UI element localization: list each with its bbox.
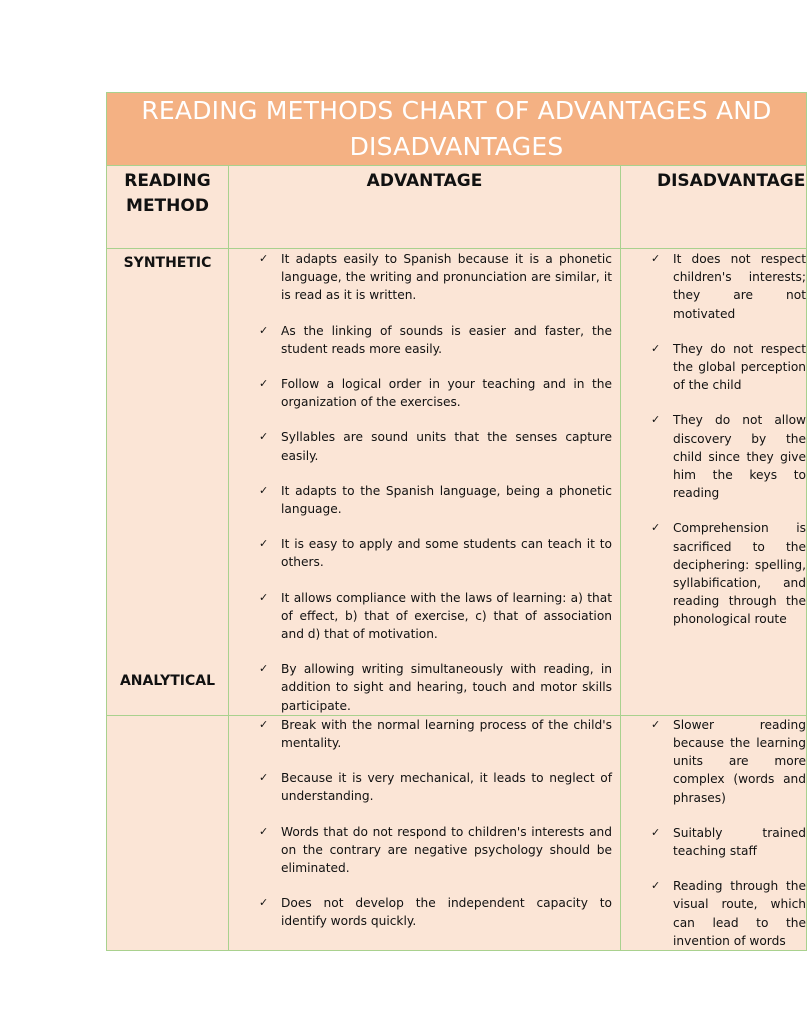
list-item: ✓ They do not allow discovery by the child since they give him the keys to reading <box>651 413 807 501</box>
table-title <box>107 93 807 166</box>
list-item: ✓ It is easy to apply and some students can teach it to others. <box>259 537 612 570</box>
title-line-2: DISADVANTAGES <box>349 132 564 161</box>
disadvantages-cell <box>621 249 807 716</box>
check-icon: ✓ <box>651 717 661 731</box>
method-cell <box>107 672 229 950</box>
check-icon: ✓ <box>259 483 269 497</box>
list-item: ✓ Slower reading because the learning units are more complex (words and phrases) <box>651 717 807 805</box>
list-item: ✓ Comprehension is sacrificed to the deciphering: spelling, syllabification, and reading through the phonological route <box>651 521 807 627</box>
advantages-cell <box>229 249 621 716</box>
check-icon: ✓ <box>259 430 269 444</box>
check-icon: ✓ <box>259 824 269 838</box>
list-item: ✓ Because it is very mechanical, it leads to neglect of understanding. <box>259 771 612 804</box>
title-line-1: READING METHODS CHART OF ADVANTAGES AND <box>141 96 772 125</box>
list-item: ✓ Suitably trained teaching staff <box>651 825 807 859</box>
list-item: ✓ Syllables are sound units that the senses capture easily. <box>259 430 612 463</box>
check-icon: ✓ <box>651 252 661 265</box>
list-item: ✓ Does not develop the independent capacity to identify words quickly. <box>259 896 612 929</box>
advantages-list <box>229 249 620 715</box>
check-icon: ✓ <box>259 590 269 604</box>
list-item: ✓ It adapts to the Spanish language, being a phonetic language. <box>259 483 612 517</box>
table-row <box>107 249 807 716</box>
check-icon: ✓ <box>259 252 269 265</box>
header-disadvantage <box>621 166 807 249</box>
method-cell <box>107 249 229 716</box>
advantages-list <box>229 716 620 931</box>
list-item: ✓ As the linking of sounds is easier and faster, the student reads more easily. <box>259 323 612 356</box>
check-icon: ✓ <box>259 323 269 337</box>
disadvantages-list <box>621 716 806 950</box>
list-item: ✓ Break with the normal learning process of the child's mentality. <box>259 717 612 751</box>
check-icon: ✓ <box>259 771 269 785</box>
list-item: ✓ Follow a logical order in your teaching and in the organization of the exercises. <box>259 377 612 410</box>
header-disadvantage-label: DISADVANTAGE <box>657 171 806 191</box>
disadvantages-cell <box>621 715 807 950</box>
check-icon: ✓ <box>651 825 661 839</box>
check-icon: ✓ <box>651 879 661 893</box>
header-advantage-label: ADVANTAGE <box>366 171 483 191</box>
check-icon: ✓ <box>259 377 269 391</box>
check-icon: ✓ <box>651 341 661 355</box>
list-item: ✓ It adapts easily to Spanish because it is a phonetic language, the writing and pronunciation are similar, it is read as it is written. <box>259 252 612 303</box>
list-item: ✓ It allows compliance with the laws of learning: a) that of effect, b) that of exercise, c) that of association and d) that of motivation. <box>259 590 612 642</box>
method-label: SYNTHETIC <box>123 255 212 271</box>
header-method-label: READING METHOD <box>124 171 211 216</box>
header-method <box>107 166 229 249</box>
list-item: ✓ By allowing writing simultaneously with reading, in addition to sight and hearing, touch and motor skills participate. <box>259 662 612 713</box>
list-item: ✓ It does not respect children's interests; they are not motivated <box>651 252 807 321</box>
header-advantage <box>229 166 621 249</box>
check-icon: ✓ <box>651 521 661 535</box>
table-row <box>107 715 807 950</box>
check-icon: ✓ <box>259 717 269 731</box>
check-icon: ✓ <box>259 896 269 910</box>
reading-methods-table <box>106 92 807 951</box>
list-item: ✓ Words that do not respond to children's interests and on the contrary are negative psychology should be eliminated. <box>259 824 612 876</box>
check-icon: ✓ <box>259 537 269 551</box>
method-label: ANALYTICAL <box>119 672 216 689</box>
disadvantages-list <box>621 249 806 629</box>
check-icon: ✓ <box>651 413 661 427</box>
list-item: ✓ Reading through the visual route, which can lead to the invention of words <box>651 879 807 948</box>
check-icon: ✓ <box>259 662 269 676</box>
list-item: ✓ They do not respect the global perception of the child <box>651 341 807 393</box>
advantages-cell <box>229 715 621 950</box>
